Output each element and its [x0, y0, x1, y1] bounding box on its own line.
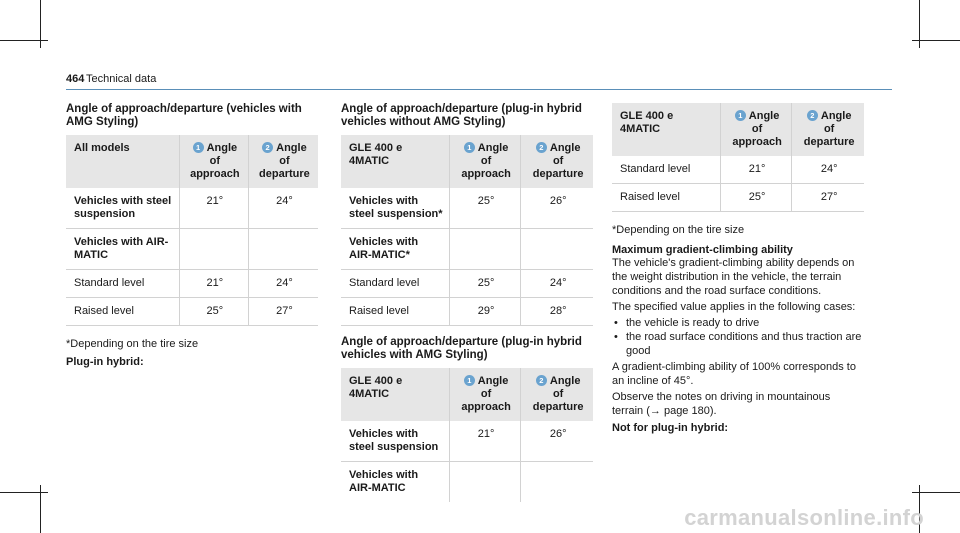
column-right — [612, 103, 864, 434]
table-cell: 29° — [449, 298, 520, 326]
table-row — [341, 298, 593, 326]
table-cell: Vehicles with AIR-MATIC — [349, 469, 419, 494]
callout-badge: 1 — [464, 142, 475, 153]
list-item: • the vehicle is ready to drive — [612, 316, 864, 330]
bullet-list — [612, 316, 864, 358]
angle-table-phev-amg — [341, 368, 593, 502]
table-row — [341, 462, 593, 503]
crop-mark — [0, 492, 48, 493]
table-header-cell: 2 Angle of departure — [521, 368, 593, 421]
list-item: • the road surface conditions and thus traction are good — [612, 330, 864, 358]
table-cell: 21° — [179, 270, 248, 298]
paragraph: The vehicle's gradient-climbing ability depends on the weight distribution in the vehicle, the terrain conditions and the road surface conditions. — [612, 257, 855, 297]
table-cell: Raised level — [66, 298, 179, 326]
angle-table-phev — [341, 135, 593, 326]
page-number: 464 — [66, 73, 85, 85]
table-cell: Standard level — [341, 270, 449, 298]
table-cell — [449, 229, 520, 270]
table-header-cell: 2 Angle of departure — [248, 135, 318, 188]
subheading: Maximum gradient-climbing ability — [612, 244, 793, 256]
callout-badge: 2 — [536, 375, 547, 386]
table-header-cell: 2 Angle of departure — [521, 135, 593, 188]
table-cell: 24° — [248, 270, 318, 298]
table-cell: 24° — [521, 270, 593, 298]
table-row — [612, 156, 864, 184]
table-row — [66, 229, 318, 270]
table-header-row — [612, 103, 864, 156]
table-cell — [521, 229, 593, 270]
table-header-cell: 2 Angle of departure — [792, 103, 864, 156]
crop-mark — [912, 40, 960, 41]
table-header-cell: GLE 400 e 4MATIC — [341, 368, 449, 421]
paragraph: A gradient-climbing ability of 100% corresponds to an incline of 45°. — [612, 361, 856, 387]
column-middle — [341, 103, 593, 502]
paragraph: The specified value applies in the following cases: — [612, 301, 856, 313]
table-header-cell: 1 Angle of approach — [449, 368, 520, 421]
table-header-row — [341, 368, 593, 421]
table-cell: 25° — [179, 298, 248, 326]
table-cell: Vehicles with steel suspension* — [341, 188, 449, 229]
table-header-row — [66, 135, 318, 188]
table-header-cell: GLE 400 e 4MATIC — [612, 103, 720, 156]
column-left — [66, 103, 318, 368]
angle-table-amg — [66, 135, 318, 326]
table-row — [612, 184, 864, 212]
table-header-cell: 1 Angle of approach — [179, 135, 248, 188]
table-cell: Vehicles with steel suspension — [66, 188, 179, 229]
table-cell: 25° — [449, 270, 520, 298]
table-header-row — [341, 135, 593, 188]
header-rule — [66, 89, 892, 90]
table-cell: Standard level — [612, 156, 720, 184]
section-heading: Angle of approach/departure (plug-in hybrid vehicles with AMG Styling) — [341, 336, 582, 361]
table-cell: Raised level — [341, 298, 449, 326]
footnote: *Depending on the tire size — [612, 224, 745, 236]
subheading: Not for plug-in hybrid: — [612, 422, 729, 434]
subheading: Plug-in hybrid: — [66, 356, 144, 368]
table-header-cell: All models — [66, 135, 179, 188]
watermark: carmanualsonline.info — [684, 505, 924, 530]
crop-mark — [0, 40, 48, 41]
paragraph: Observe the notes on driving in mountainous terrain (→ page 180). — [612, 391, 831, 417]
section-heading: Angle of approach/departure (plug-in hybrid vehicles without AMG Styling) — [341, 103, 582, 128]
table-cell: 24° — [792, 156, 864, 184]
table-row — [66, 188, 318, 229]
section-title: Technical data — [86, 73, 157, 85]
table-cell: Vehicles with AIR-MATIC — [66, 229, 179, 270]
table-cell: 26° — [521, 421, 593, 462]
table-cell: Raised level — [612, 184, 720, 212]
callout-badge: 1 — [193, 142, 204, 153]
table-cell — [179, 229, 248, 270]
table-cell: 25° — [449, 188, 520, 229]
callout-badge: 2 — [807, 110, 818, 121]
table-row — [341, 229, 593, 270]
table-row — [341, 270, 593, 298]
callout-badge: 1 — [735, 110, 746, 121]
crop-mark — [912, 492, 960, 493]
table-header-cell: GLE 400 e 4MATIC — [341, 135, 449, 188]
table-cell: 24° — [248, 188, 318, 229]
table-cell — [521, 462, 593, 503]
table-cell: 28° — [521, 298, 593, 326]
table-cell: 25° — [720, 184, 791, 212]
table-cell: 21° — [720, 156, 791, 184]
callout-badge: 2 — [536, 142, 547, 153]
table-cell: 26° — [521, 188, 593, 229]
table-cell: 27° — [792, 184, 864, 212]
section-heading: Angle of approach/departure (vehicles with AMG Styling) — [66, 103, 302, 128]
table-header-cell: 1 Angle of approach — [449, 135, 520, 188]
table-row — [341, 421, 593, 462]
angle-table-phev-levels — [612, 103, 864, 212]
table-cell — [248, 229, 318, 270]
table-cell — [449, 462, 520, 503]
footnote: *Depending on the tire size — [66, 338, 199, 350]
table-row — [341, 188, 593, 229]
table-header-cell: 1 Angle of approach — [720, 103, 791, 156]
table-cell: 27° — [248, 298, 318, 326]
table-cell: Vehicles with AIR-MATIC* — [341, 229, 449, 270]
table-cell: Standard level — [66, 270, 179, 298]
table-row — [66, 270, 318, 298]
table-row — [66, 298, 318, 326]
callout-badge: 1 — [464, 375, 475, 386]
table-cell: 21° — [449, 421, 520, 462]
callout-badge: 2 — [262, 142, 273, 153]
table-cell: Vehicles with steel suspension — [341, 421, 449, 462]
table-cell: 21° — [179, 188, 248, 229]
